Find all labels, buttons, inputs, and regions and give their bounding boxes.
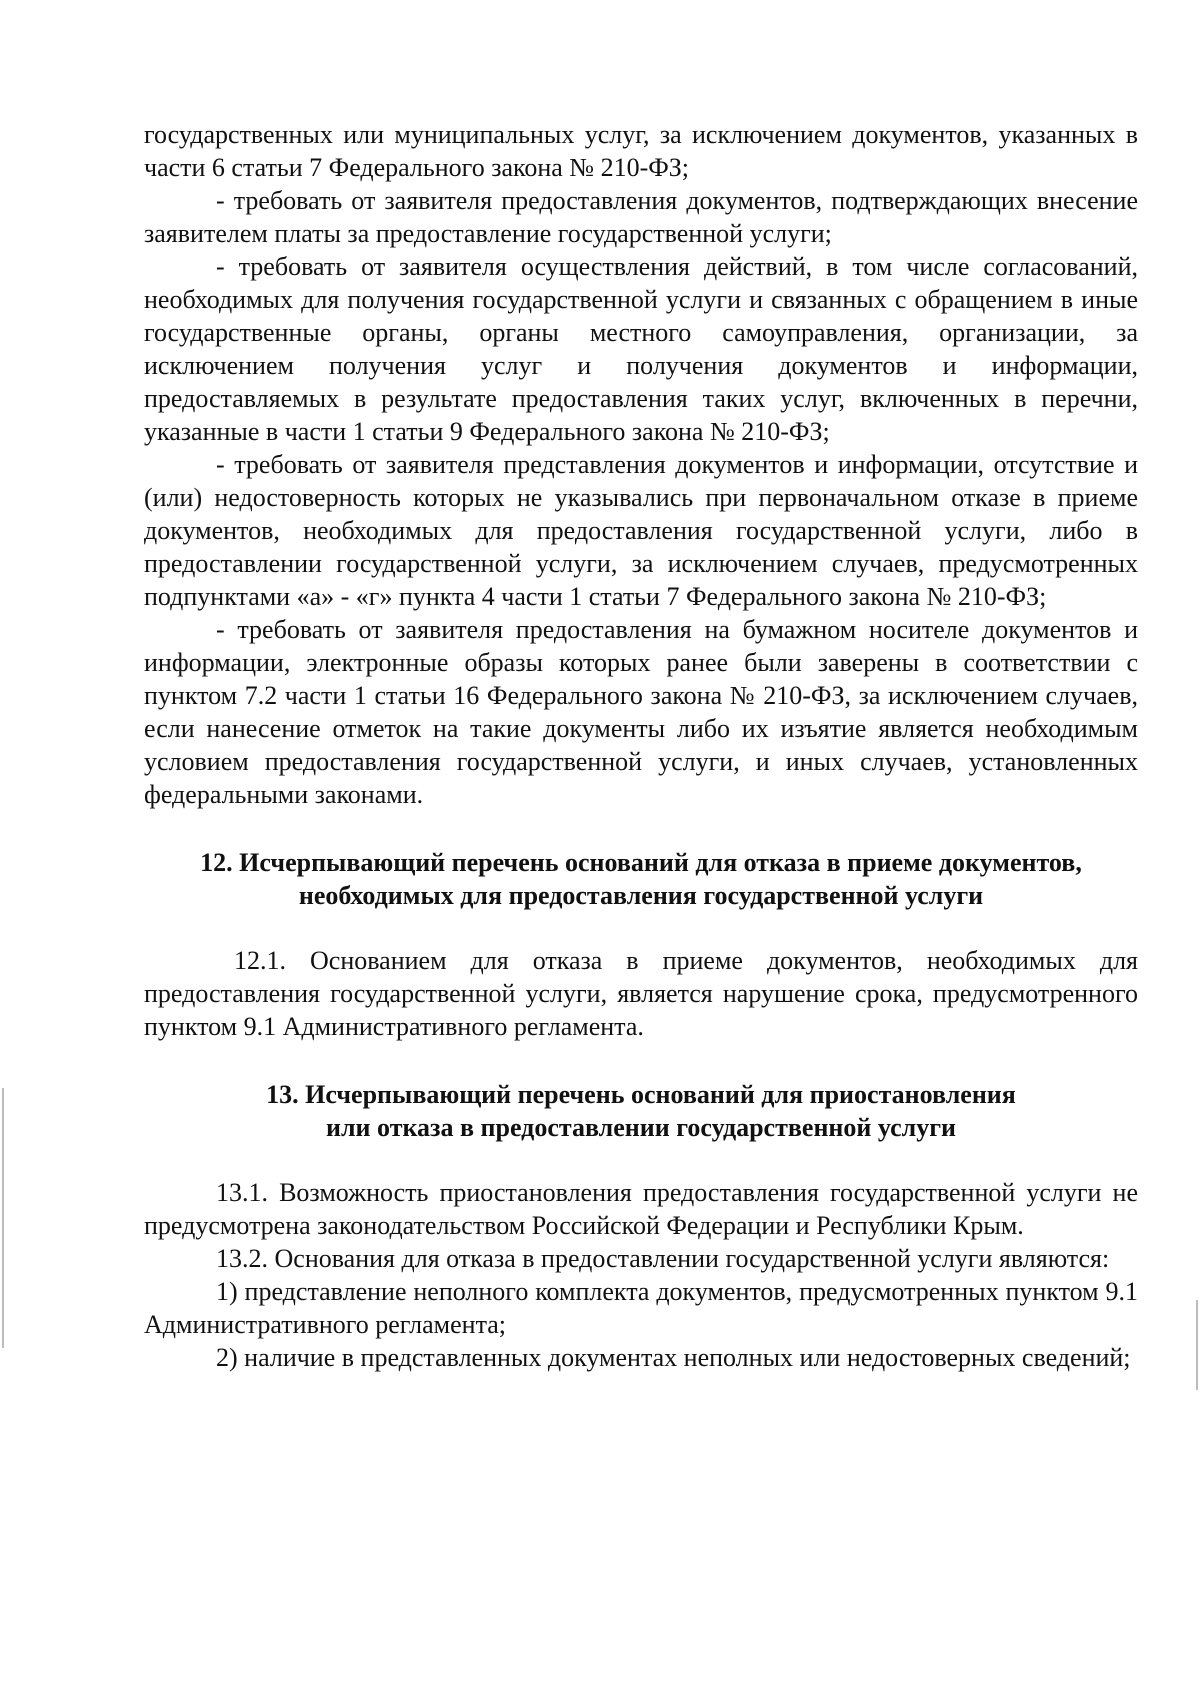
paragraph-12-1: 12.1. Основанием для отказа в приеме документов, необходимых для предоставления государственной услуги, является нарушение срока, предусмотренного пунктом 9.1 Административного регламента. [144,946,1138,1041]
section-13-heading [144,1078,1138,1144]
paragraph-13-1: 13.1. Возможность приостановления предоставления государственной услуги не предусмотрена законодательством Российской Федерации и Республики Крым. [144,1178,1138,1240]
section-13-heading-line: или отказа в предоставлении государственной услуги [325,1113,957,1142]
section-12-heading [144,846,1138,912]
paragraph: - требовать от заявителя предоставления документов, подтверждающих внесение заявителем платы за предоставление государственной услуги; [144,186,1138,248]
paragraph: государственных или муниципальных услуг, за исключением документов, указанных в части 6 статьи 7 Федерального закона № 210-ФЗ; [144,120,1138,182]
section-12-heading-line: 12. Исчерпывающий перечень оснований для отказа в приеме документов, [200,848,1082,877]
paragraph: - требовать от заявителя предоставления на бумажном носителе документов и информации, электронные образы которых ранее были заверены в соответствии с пунктом 7.2 части 1 статьи 16 Федерального закона № 210-ФЗ, за исключением случаев, если нанесение отметок на такие документы либо их изъятие является необходимым условием предоставления государственной услуги, и иных случаев, установленных федеральными законами. [144,615,1138,809]
scan-edge-line-right [1196,1300,1198,1390]
paragraph-13-2-item-1: 1) представление неполного комплекта документов, предусмотренных пунктом 9.1 Административного регламента; [144,1277,1138,1339]
paragraph-13-2-item-2: 2) наличие в представленных документах неполных или недостоверных сведений; [216,1343,1131,1372]
scan-edge-line-left [2,1088,4,1348]
paragraph-13-2: 13.2. Основания для отказа в предоставлении государственной услуги являются: [216,1244,1110,1273]
section-13-heading-line: 13. Исчерпывающий перечень оснований для приостановления [266,1080,1016,1109]
section-12-heading-line: необходимых для предоставления государственной услуги [298,881,984,910]
document-page [144,118,1138,1374]
paragraph: - требовать от заявителя представления документов и информации, отсутствие и (или) недостоверность которых не указывались при первоначальном отказе в приеме документов, необходимых для предоставления государственной услуги, либо в предоставлении государственной услуги, за исключением случаев, предусмотренных подпунктами «а» - «г» пункта 4 части 1 статьи 7 Федерального закона № 210-ФЗ; [144,450,1138,611]
paragraph: - требовать от заявителя осуществления действий, в том числе согласований, необходимых для получения государственной услуги и связанных с обращением в иные государственные органы, органы местного самоуправления, организации, за исключением получения услуг и получения документов и информации, предоставляемых в результате предоставления таких услуг, включенных в перечни, указанные в части 1 статьи 9 Федерального закона № 210-ФЗ; [144,252,1138,446]
